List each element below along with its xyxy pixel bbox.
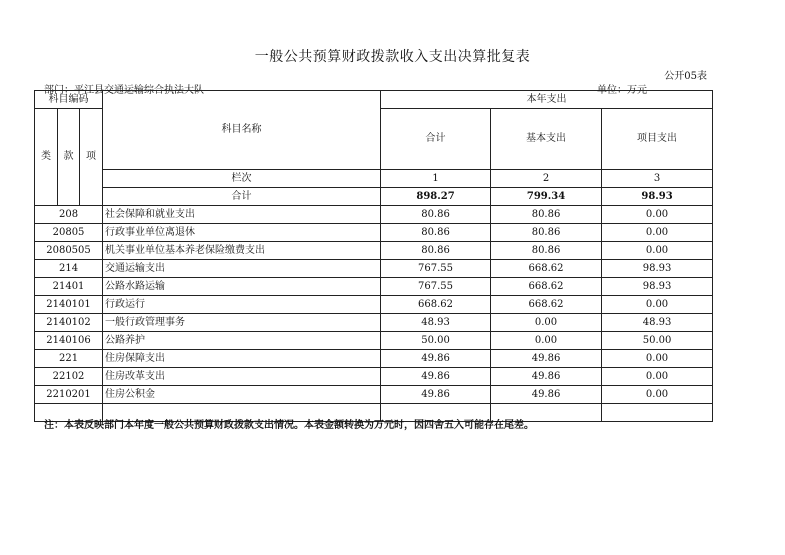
project-header: 项目支出 [602, 109, 713, 170]
subject-name-cell: 住房保障支出 [103, 350, 381, 368]
project-cell: 0.00 [602, 386, 713, 404]
col-index-1: 1 [381, 170, 491, 188]
empty-cell [602, 404, 713, 422]
subject-code-cell: 2140102 [35, 314, 103, 332]
basic-cell: 49.86 [491, 350, 602, 368]
total-cell: 80.86 [381, 206, 491, 224]
total-cell: 80.86 [381, 224, 491, 242]
header-row-1 [35, 91, 713, 109]
total-cell: 50.00 [381, 332, 491, 350]
basic-cell: 80.86 [491, 224, 602, 242]
report-table [34, 90, 713, 422]
basic-header: 基本支出 [491, 109, 602, 170]
total-cell: 49.86 [381, 368, 491, 386]
table-row [35, 386, 713, 404]
table-row [35, 206, 713, 224]
basic-cell: 49.86 [491, 368, 602, 386]
current-year-expense-header: 本年支出 [381, 91, 713, 109]
table-row [35, 242, 713, 260]
table-row [35, 314, 713, 332]
project-cell: 0.00 [602, 368, 713, 386]
total-header: 合计 [381, 109, 491, 170]
basic-cell: 668.62 [491, 296, 602, 314]
summary-total: 898.27 [381, 188, 491, 206]
total-cell: 49.86 [381, 386, 491, 404]
basic-cell: 668.62 [491, 278, 602, 296]
form-code: 公开05表 [664, 71, 707, 82]
subject-name-cell: 住房公积金 [103, 386, 381, 404]
basic-cell: 80.86 [491, 206, 602, 224]
total-cell: 49.86 [381, 350, 491, 368]
project-cell: 0.00 [602, 296, 713, 314]
subject-name-cell: 一般行政管理事务 [103, 314, 381, 332]
subject-name-header: 科目名称 [103, 91, 381, 170]
project-cell: 0.00 [602, 350, 713, 368]
basic-cell: 0.00 [491, 332, 602, 350]
subject-code-cell: 208 [35, 206, 103, 224]
xiang-header: 项 [80, 109, 103, 206]
subject-name-cell: 机关事业单位基本养老保险缴费支出 [103, 242, 381, 260]
subject-code-cell: 214 [35, 260, 103, 278]
lei-header: 类 [35, 109, 58, 206]
total-cell: 48.93 [381, 314, 491, 332]
subject-name-cell: 行政事业单位离退休 [103, 224, 381, 242]
subject-code-cell: 20805 [35, 224, 103, 242]
subject-name-cell: 公路水路运输 [103, 278, 381, 296]
col-index-3: 3 [602, 170, 713, 188]
total-cell: 767.55 [381, 260, 491, 278]
project-cell: 0.00 [602, 242, 713, 260]
subject-code-cell: 2140106 [35, 332, 103, 350]
col-index-2: 2 [491, 170, 602, 188]
subject-name-cell: 住房改革支出 [103, 368, 381, 386]
table-row [35, 350, 713, 368]
subject-name-cell: 交通运输支出 [103, 260, 381, 278]
table-row [35, 278, 713, 296]
column-index-label: 栏次 [103, 170, 381, 188]
subject-code-cell: 221 [35, 350, 103, 368]
report-title: 一般公共预算财政拨款收入支出决算批复表 [254, 49, 531, 65]
subject-code-cell: 21401 [35, 278, 103, 296]
basic-cell: 80.86 [491, 242, 602, 260]
project-cell: 0.00 [602, 224, 713, 242]
subject-code-cell: 2080505 [35, 242, 103, 260]
table-row [35, 296, 713, 314]
table-row [35, 260, 713, 278]
table-row [35, 224, 713, 242]
subject-name-cell: 行政运行 [103, 296, 381, 314]
subject-code-cell: 2210201 [35, 386, 103, 404]
project-cell: 50.00 [602, 332, 713, 350]
summary-label: 合计 [103, 188, 381, 206]
unit-label: 单位：万元 [597, 85, 647, 96]
basic-cell: 0.00 [491, 314, 602, 332]
subject-name-cell: 公路养护 [103, 332, 381, 350]
subject-code-header: 科目编码 [35, 91, 103, 109]
project-cell: 48.93 [602, 314, 713, 332]
summary-row [35, 188, 713, 206]
subject-name-cell: 社会保障和就业支出 [103, 206, 381, 224]
summary-basic: 799.34 [491, 188, 602, 206]
department-label: 部门：平江县交通运输综合执法大队 [44, 85, 204, 96]
project-cell: 98.93 [602, 278, 713, 296]
project-cell: 0.00 [602, 206, 713, 224]
total-cell: 767.55 [381, 278, 491, 296]
subject-code-cell: 2140101 [35, 296, 103, 314]
basic-cell: 49.86 [491, 386, 602, 404]
subject-code-cell: 22102 [35, 368, 103, 386]
table-row [35, 368, 713, 386]
project-cell: 98.93 [602, 260, 713, 278]
total-cell: 80.86 [381, 242, 491, 260]
kuan-header: 款 [58, 109, 80, 206]
footnote: 注：本表反映部门本年度一般公共预算财政拨款支出情况。本表金额转换为万元时，因四舍五入可能存在尾差。 [44, 420, 534, 431]
column-index-row [35, 170, 713, 188]
total-cell: 668.62 [381, 296, 491, 314]
basic-cell: 668.62 [491, 260, 602, 278]
table-row [35, 332, 713, 350]
summary-project: 98.93 [602, 188, 713, 206]
